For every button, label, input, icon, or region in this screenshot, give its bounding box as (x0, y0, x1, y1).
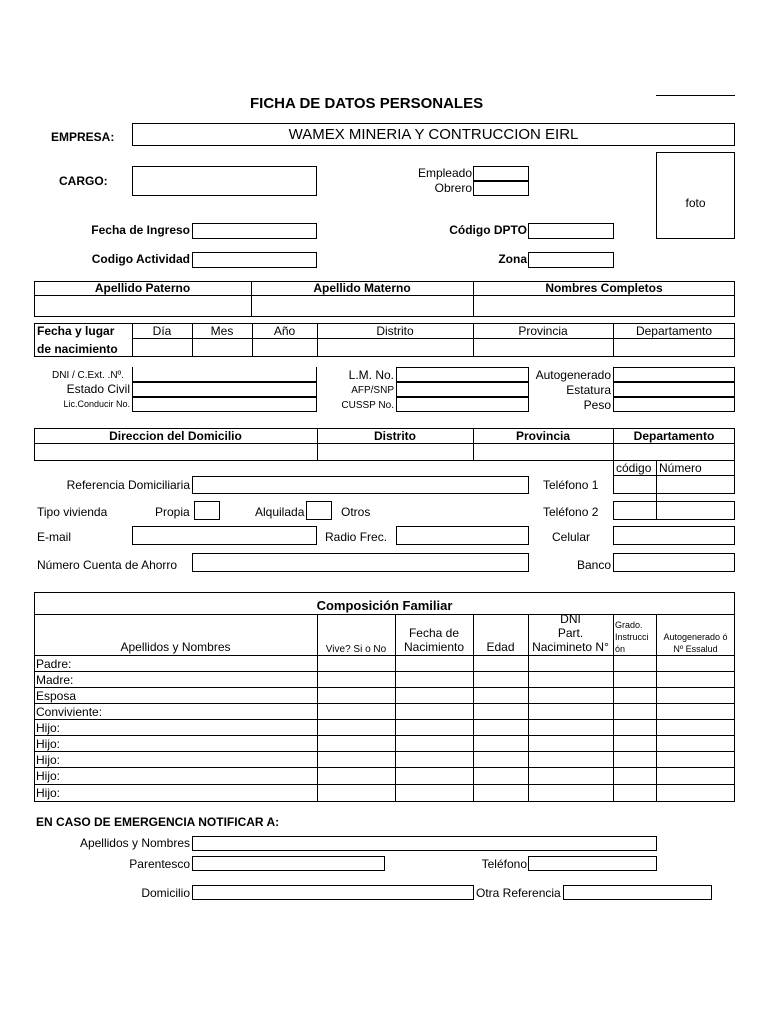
empleado-checkbox[interactable] (473, 166, 529, 181)
dom-provincia-header: Provincia (515, 429, 571, 443)
radio-label: Radio Frec. (325, 530, 388, 544)
fam-grado-header-1: Grado. (615, 620, 643, 630)
familia-title-line (34, 614, 735, 615)
peso-field[interactable] (613, 397, 735, 412)
telefono1-label: Teléfono 1 (543, 478, 599, 492)
familia-row-line (34, 767, 735, 768)
empleado-label: Empleado (417, 166, 472, 180)
top-right-line (656, 95, 735, 96)
autogenerado-label: Autogenerado (535, 368, 611, 382)
email-label: E-mail (37, 530, 72, 544)
table-row[interactable]: Padre: (36, 657, 72, 671)
birth-distrito-field[interactable] (318, 339, 472, 356)
radio-field[interactable] (396, 526, 529, 545)
fecha-ingreso-field[interactable] (192, 223, 317, 239)
nombres-completos-header: Nombres Completos (545, 281, 663, 295)
fam-fecha-header-1: Fecha de (408, 626, 460, 640)
direccion-field[interactable] (35, 444, 316, 460)
apellido-paterno-field[interactable] (35, 296, 250, 316)
birth-dia-field[interactable] (133, 339, 191, 356)
departamento-header: Departamento (635, 324, 713, 338)
familia-col-line (656, 614, 657, 802)
birth-anio-field[interactable] (253, 339, 316, 356)
emergencia-otra-label: Otra Referencia (476, 886, 561, 900)
lic-conducir-label: Lic.Conducir No. (63, 399, 130, 409)
familia-row-line (34, 719, 735, 720)
familia-col-line (613, 614, 614, 802)
email-field[interactable] (132, 526, 317, 545)
codigo-actividad-label: Codigo Actividad (91, 252, 190, 266)
zona-label: Zona (498, 252, 527, 266)
celular-label: Celular (552, 530, 591, 544)
codigo-actividad-field[interactable] (192, 252, 317, 268)
cussp-field[interactable] (396, 397, 529, 412)
table-row[interactable]: Esposa (36, 689, 77, 703)
emergencia-telefono-field[interactable] (528, 856, 657, 871)
table-row[interactable]: Conviviente: (36, 705, 103, 719)
telefono1-codigo-field[interactable] (613, 475, 657, 494)
mes-header: Mes (210, 324, 234, 338)
afp-label: AFP/SNP (351, 385, 394, 396)
nombres-completos-field[interactable] (474, 296, 734, 316)
emergencia-otra-field[interactable] (563, 885, 712, 900)
telefono2-label: Teléfono 2 (543, 505, 599, 519)
table-row[interactable]: Hijo: (36, 753, 61, 767)
anio-header: Año (273, 324, 296, 338)
familia-row-line (34, 784, 735, 785)
lm-label: L.M. No. (348, 368, 394, 382)
obrero-checkbox[interactable] (473, 181, 529, 196)
propia-checkbox[interactable] (194, 501, 220, 520)
cuenta-label: Número Cuenta de Ahorro (37, 558, 178, 572)
table-row[interactable]: Hijo: (36, 786, 61, 800)
dom-distrito-header: Distrito (374, 429, 416, 443)
codigo-dpto-label: Código DPTO (449, 223, 527, 237)
estatura-field[interactable] (613, 382, 735, 397)
dni-label: DNI / C.Ext. .Nº. (52, 370, 124, 381)
photo-box[interactable] (656, 152, 735, 239)
obrero-label: Obrero (434, 181, 472, 195)
propia-label: Propia (155, 505, 190, 519)
emergencia-telefono-label: Teléfono (481, 857, 527, 871)
fam-dni-header-3: Nacimineto N° (532, 640, 609, 654)
provincia-header: Provincia (518, 324, 568, 338)
celular-field[interactable] (613, 526, 735, 545)
cuenta-field[interactable] (192, 553, 529, 572)
dni-field[interactable] (132, 367, 317, 382)
lic-conducir-field[interactable] (132, 397, 317, 412)
emergencia-domicilio-field[interactable] (192, 885, 474, 900)
empresa-value: WAMEX MINERIA Y CONTRUCCION EIRL (288, 126, 579, 143)
familia-row-line (34, 703, 735, 704)
emergencia-parentesco-field[interactable] (192, 856, 385, 871)
dia-header: Día (152, 324, 172, 338)
telefono1-numero-field[interactable] (656, 475, 735, 494)
emergencia-nombres-label: Apellidos y Nombres (79, 836, 190, 850)
fam-fecha-header-2: Nacimiento (403, 640, 465, 654)
banco-label: Banco (577, 558, 612, 572)
alquilada-label: Alquilada (255, 505, 305, 519)
cussp-label: CUSSP No. (341, 400, 394, 411)
dom-departamento-field[interactable] (614, 444, 734, 460)
codigo-header: código (616, 461, 652, 475)
cargo-label: CARGO: (59, 174, 108, 188)
estado-civil-field[interactable] (132, 382, 317, 397)
familia-row-line (34, 735, 735, 736)
emergencia-parentesco-label: Parentesco (129, 857, 190, 871)
table-row[interactable]: Madre: (36, 673, 74, 687)
familia-row-line (34, 671, 735, 672)
table-row[interactable]: Hijo: (36, 769, 61, 783)
birth-label-line1: Fecha y lugar (37, 324, 115, 338)
fam-nombres-header: Apellidos y Nombres (120, 640, 231, 654)
distrito-header: Distrito (376, 324, 414, 338)
apellido-paterno-header: Apellido Paterno (94, 281, 191, 295)
referencia-label: Referencia Domiciliaria (66, 478, 190, 492)
fam-auto-header-1: Autogenerado ó (663, 632, 728, 642)
birth-departamento-field[interactable] (614, 339, 734, 356)
banco-field[interactable] (613, 553, 735, 572)
telefono2-codigo-field[interactable] (613, 501, 657, 520)
lm-field[interactable] (396, 367, 529, 382)
dom-distrito-field[interactable] (318, 444, 472, 460)
alquilada-checkbox[interactable] (306, 501, 332, 520)
fam-grado-header-3: ón (615, 644, 626, 654)
estado-civil-label: Estado Civil (66, 382, 130, 396)
table-row[interactable]: Hijo: (36, 721, 61, 735)
afp-field[interactable] (396, 382, 529, 397)
peso-label: Peso (583, 398, 611, 412)
otros-label: Otros (341, 505, 371, 519)
fam-vive-header: Vive? Si o No (325, 644, 387, 655)
birth-provincia-field[interactable] (474, 339, 612, 356)
photo-label: foto (685, 196, 706, 210)
empresa-field[interactable] (132, 123, 735, 146)
table-row[interactable]: Hijo: (36, 737, 61, 751)
fam-dni-header-2: Part. (557, 626, 584, 640)
fecha-ingreso-label: Fecha de Ingreso (91, 223, 190, 237)
fam-auto-header-2: Nº Essalud (673, 644, 718, 654)
autogenerado-field[interactable] (613, 367, 735, 382)
apellido-materno-field[interactable] (252, 296, 472, 316)
empresa-label: EMPRESA: (51, 130, 115, 144)
fam-grado-header-2: Instrucci (615, 632, 649, 642)
codigo-dpto-field[interactable] (528, 223, 614, 239)
referencia-field[interactable] (192, 476, 529, 494)
page-title: FICHA DE DATOS PERSONALES (250, 95, 484, 112)
fam-edad-header: Edad (486, 640, 515, 654)
tipo-vivienda-label: Tipo vivienda (37, 505, 108, 519)
direccion-header: Direccion del Domicilio (109, 429, 242, 443)
emergencia-nombres-field[interactable] (192, 836, 657, 851)
emergencia-domicilio-label: Domicilio (141, 886, 190, 900)
dom-departamento-header: Departamento (633, 429, 715, 443)
birth-label-line2: de nacimiento (37, 342, 118, 356)
dom-provincia-field[interactable] (474, 444, 612, 460)
familia-row-line (34, 687, 735, 688)
numero-header: Número (659, 461, 702, 475)
familia-title: Composición Familiar (316, 598, 453, 613)
estatura-label: Estatura (566, 383, 611, 397)
emergencia-title: EN CASO DE EMERGENCIA NOTIFICAR A: (36, 815, 280, 829)
birth-mes-field[interactable] (193, 339, 251, 356)
telefono2-numero-field[interactable] (656, 501, 735, 520)
familia-row-line (34, 751, 735, 752)
fam-dni-header-1: DNI (560, 612, 581, 626)
zona-field[interactable] (528, 252, 614, 268)
cargo-field[interactable] (132, 166, 317, 196)
apellido-materno-header: Apellido Materno (313, 281, 411, 295)
